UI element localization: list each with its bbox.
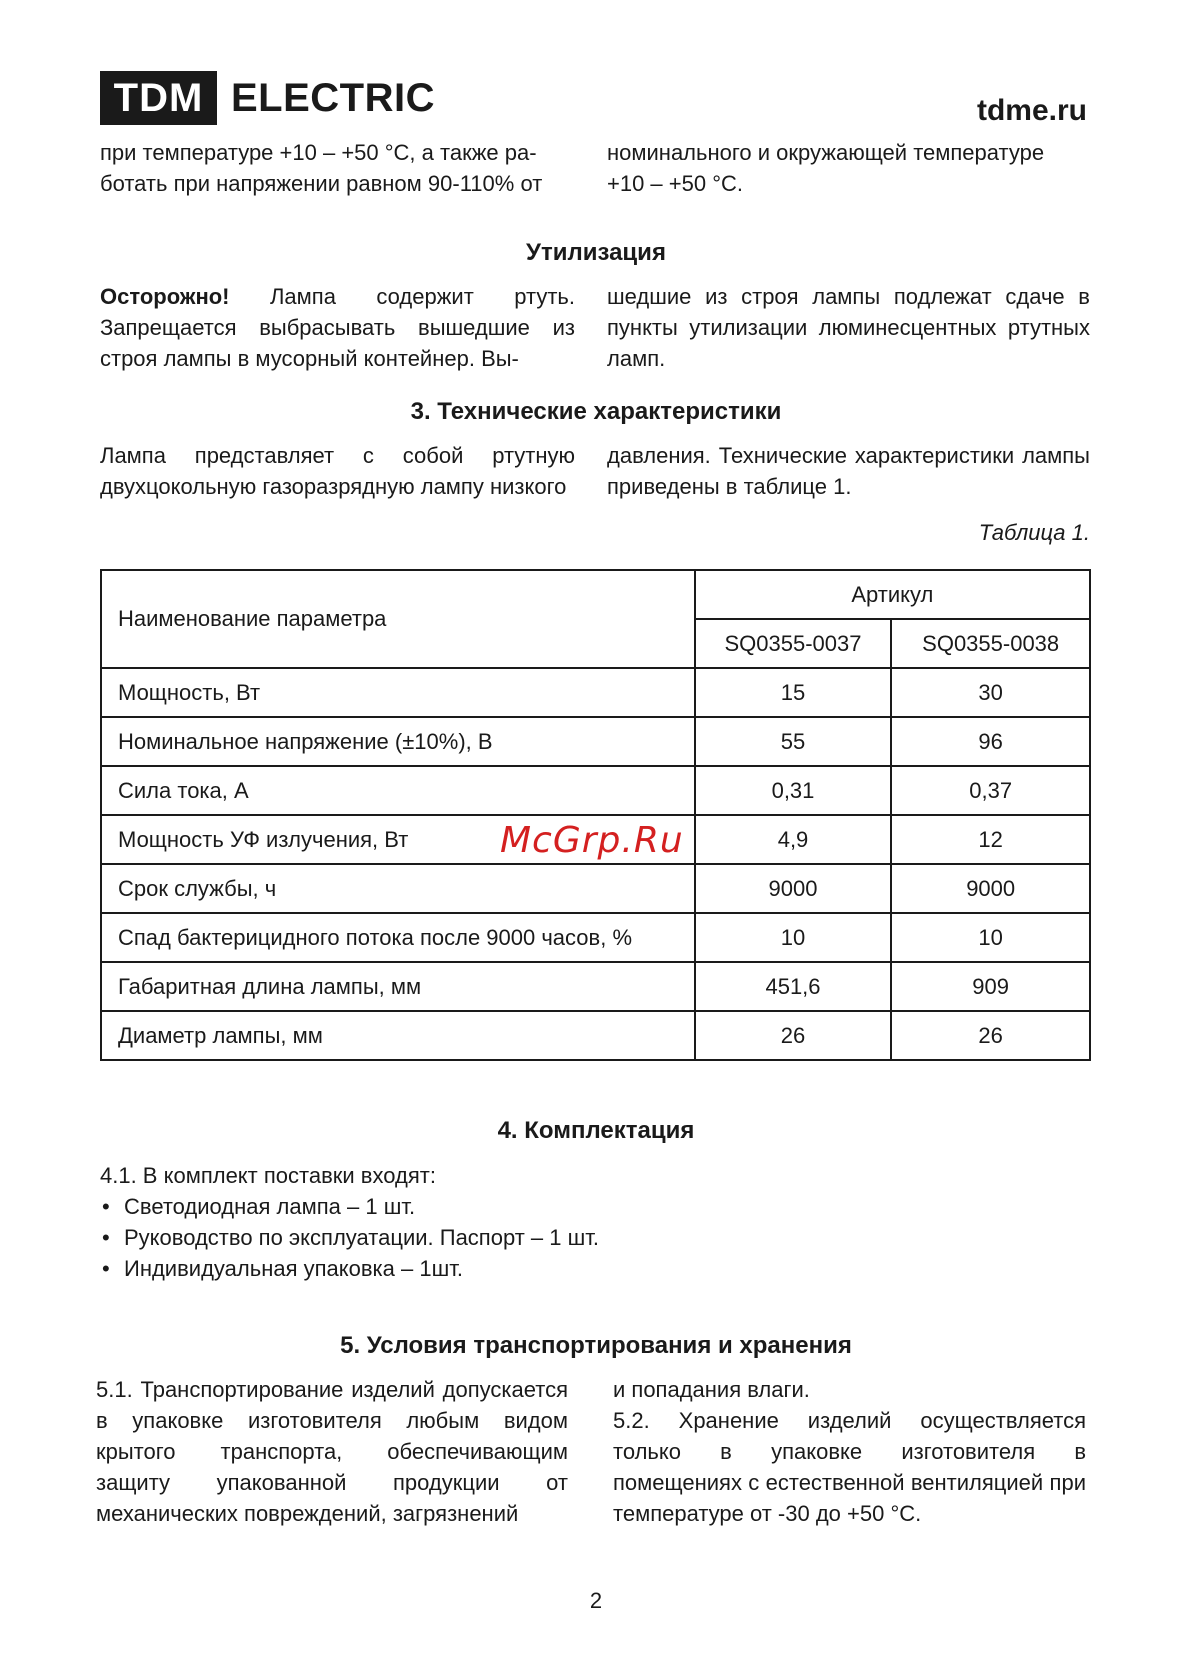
logo-electric-word: ELECTRIC [231,75,435,120]
param-value: 9000 [695,864,892,913]
kit-intro: 4.1. В комплект поставки входят: [100,1163,436,1188]
param-value: 4,9 [695,815,892,864]
param-value: 9000 [891,864,1090,913]
table-row [101,668,1090,717]
brand-logo [100,71,435,125]
param-value: 0,31 [695,766,892,815]
param-value: 12 [891,815,1090,864]
param-value: 909 [891,962,1090,1011]
table-row [101,913,1090,962]
warning-label: Осторожно! [100,284,230,309]
intro-right-line-2: +10 – +50 °С. [607,171,744,196]
param-value: 10 [891,913,1090,962]
param-value: 451,6 [695,962,892,1011]
intro-left-line-2: ботать при напряжении равном 90-110% от [100,171,543,196]
param-name: Спад бактерицидного потока после 9000 часов, % [101,913,695,962]
table-row [101,766,1090,815]
utilization-right-text: шедшие из строя лампы подлежат сдаче в пункты утилизации люминесцентных ртутных ламп. [607,284,1090,371]
article-header: Артикул [695,570,1090,619]
list-item [100,1253,599,1284]
intro-right-column [607,137,1090,199]
intro-left-column [100,137,575,199]
table-row [101,962,1090,1011]
param-value: 26 [695,1011,892,1060]
kit-list [100,1160,599,1284]
table-row [101,717,1090,766]
utilization-left-column [100,281,575,374]
tech-left-text: Лампа представляет с собой ртутную двухцокольную газоразрядную лампу низкого [100,443,575,499]
param-name: Срок службы, ч [101,864,695,913]
table-row [101,864,1090,913]
logo-tdm-box: TDM [100,71,217,125]
transport-right-p2: 5.2. Хранение изделий осуществляется только в упаковке изготовителя в помещениях с естественной вентиляцией при температуре от -30 до +50 °С. [613,1408,1086,1526]
section-title-tech: 3. Технические характеристики [410,398,782,425]
intro-left-line-1: при температуре +10 – +50 °С, а также ра- [100,140,537,165]
param-value: 0,37 [891,766,1090,815]
site-url[interactable]: tdme.ru [976,94,1087,127]
article-code: SQ0355-0038 [891,619,1090,668]
bullet-icon: • [102,1225,110,1250]
list-item [100,1191,599,1222]
page-number: 2 [589,1588,603,1613]
tech-right-text: давления. Технические характеристики лампы приведены в таблице 1. [607,443,1090,499]
param-header: Наименование параметра [101,570,695,668]
transport-right-p1: и попадания влаги. [613,1377,810,1402]
intro-right-line-1: номинального и окружающей температуре [607,140,1045,165]
table-header-row [101,570,1090,619]
kit-item-text: Руководство по эксплуатации. Паспорт – 1 шт. [124,1225,599,1250]
section-title-kit: 4. Комплектация [497,1117,695,1144]
param-value: 96 [891,717,1090,766]
list-item [100,1222,599,1253]
table-row [101,1011,1090,1060]
param-value: 30 [891,668,1090,717]
section-title-transport: 5. Условия транспортирования и хранения [340,1332,852,1359]
param-name: Сила тока, А [101,766,695,815]
param-name: Габаритная длина лампы, мм [101,962,695,1011]
param-value: 15 [695,668,892,717]
bullet-icon: • [102,1194,110,1219]
param-name: Мощность, Вт [101,668,695,717]
watermark: McGrp.Ru [500,820,684,861]
param-name: Диаметр лампы, мм [101,1011,695,1060]
param-value: 10 [695,913,892,962]
kit-item-text: Светодиодная лампа – 1 шт. [124,1194,416,1219]
param-name: Мощность УФ излучения, Вт [101,815,695,864]
transport-left-text: 5.1. Транспортирование изделий допускается в упаковке изготовителя любым видом крытого транспорта, обеспечивающим защиту упакованной продукции от механических повреждений, загрязнений [96,1377,568,1526]
utilization-left-text: Лампа содержит ртуть. Запрещается выбрасывать вышедшие из строя лампы в мусорный контейнер. Вы- [100,284,575,371]
param-value: 26 [891,1011,1090,1060]
param-value: 55 [695,717,892,766]
article-code: SQ0355-0037 [695,619,892,668]
spec-table [100,569,1091,1061]
transport-right-column [613,1374,1086,1529]
section-title-utilization: Утилизация [526,239,666,266]
kit-item-text: Индивидуальная упаковка – 1шт. [124,1256,463,1281]
table-caption: Таблица 1. [978,520,1090,545]
bullet-icon: • [102,1256,110,1281]
param-name: Номинальное напряжение (±10%), В [101,717,695,766]
